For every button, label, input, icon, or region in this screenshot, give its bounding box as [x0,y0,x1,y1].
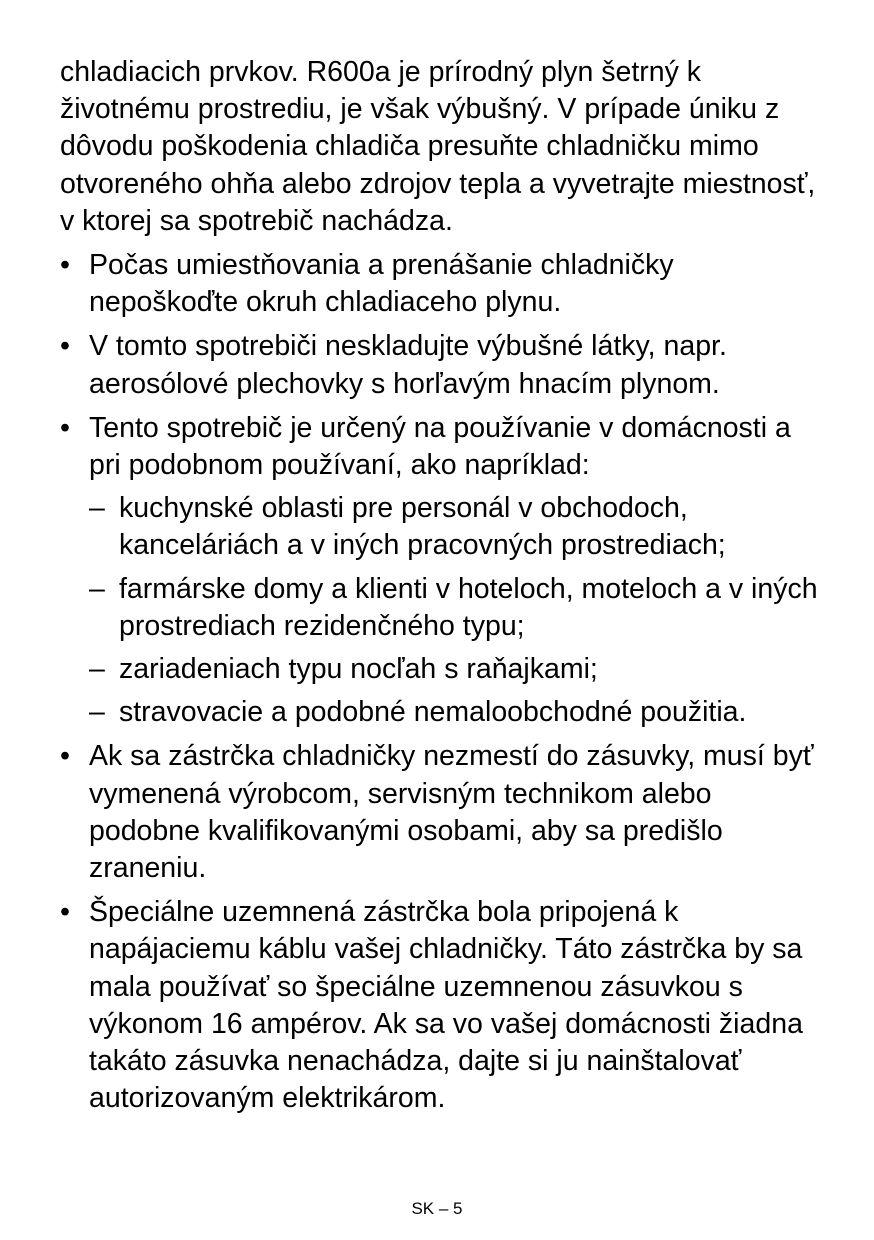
bullet-text: Špeciálne uzemnená zástrčka bola pripojená k napájaciemu káblu vašej chladničky. Táto zástrčka by sa mala používať so špeciálne uzemnenou zásuvkou s výkonom 16 ampérov. Ak sa vo vašej domácnosti žiadna takáto zásuvka nenachádza, dajte si ju nainštalovať autorizovaným elektrikárom. [89,896,803,1115]
dash-marker: – [89,696,105,729]
sub-item-catering [89,694,830,731]
bullet-text: V tomto spotrebiči neskladujte výbušné látky, napr. aerosólové plechovky s horľavým hnacím plynom. [89,330,727,400]
bullet-text: Tento spotrebič je určený na používanie v domácnosti a pri podobnom používaní, ako napríklad: [89,411,791,482]
sub-item-text: zariadeniach typu nocľah s raňajkami; [119,653,598,686]
bullet-item-plug-replacement [60,738,830,887]
sub-item-farm-houses [89,571,830,645]
sub-item-text: farmárske domy a klienti v hoteloch, moteloch a v iných prostrediach rezidenčného typu; [119,572,818,642]
bullet-marker: • [60,896,70,929]
bullet-item-transport [60,247,830,321]
bullet-marker: • [60,249,70,282]
bullet-item-grounded-plug [60,894,830,1117]
sub-item-text: kuchynské oblasti pre personál v obchodoch, kanceláriách a v iných pracovných prostrediach; [119,492,726,562]
intended-use-sub-list [89,490,830,731]
dash-marker: – [89,492,105,525]
intro-paragraph: chladiacich prvkov. R600a je prírodný plyn šetrný k životnému prostrediu, je však výbušný. V prípade úniku z dôvodu poškodenia chladiča presuňte chladničku mimo otvoreného ohňa alebo zdrojov tepla a vyvetrajte miestnosť, v ktorej sa spotrebič nachádza. [60,56,816,237]
bullet-text: Ak sa zástrčka chladničky nezmestí do zásuvky, musí byť vymenená výrobcom, servisným technikom alebo podobne kvalifikovanými osobami, aby sa predišlo zraneniu. [89,740,814,885]
bullet-marker: • [60,330,70,363]
bullet-item-intended-use [60,410,830,732]
dash-marker: – [89,572,105,605]
sub-item-bed-and-breakfast [89,651,830,688]
bullet-text: Počas umiestňovania a prenášanie chladničky nepoškoďte okruh chladiaceho plynu. [89,249,674,319]
dash-marker: – [89,653,105,686]
sub-item-staff-kitchens [89,490,830,564]
bullet-marker: • [60,411,70,444]
sub-item-text: stravovacie a podobné nemaloobchodné použitia. [119,696,747,729]
bullet-item-explosives [60,328,830,402]
page-number: SK – 5 [411,1199,463,1218]
bullet-marker: • [60,740,70,773]
page-body [60,54,830,1117]
safety-bullet-list [60,247,830,1117]
